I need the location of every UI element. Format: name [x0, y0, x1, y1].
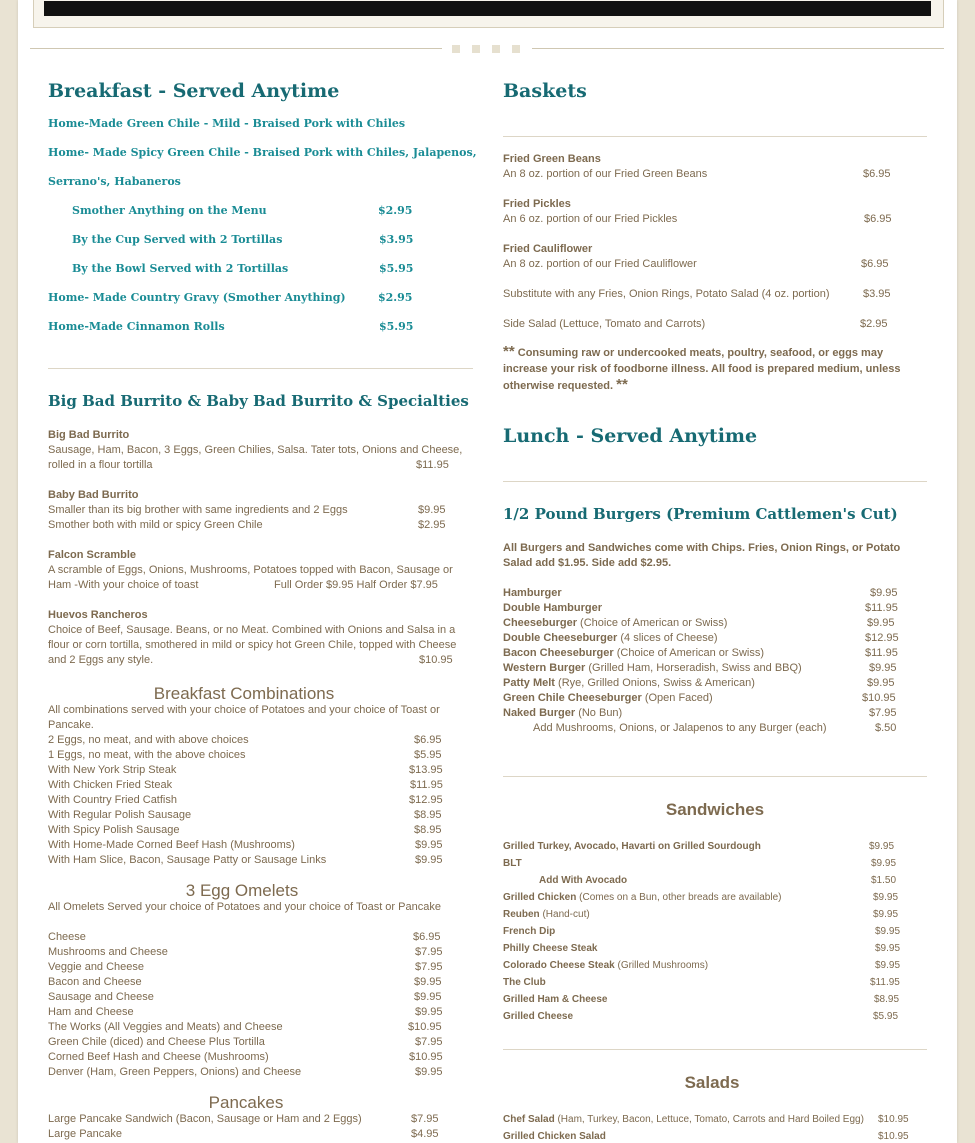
omelet-item-price: $6.95: [413, 931, 441, 943]
omelet-item-price: $9.95: [414, 976, 442, 988]
cup-label: By the Cup Served with 2 Tortillas: [72, 233, 283, 246]
sandwich-item-name: Philly Cheese Steak: [503, 943, 598, 954]
divider-dot: [512, 45, 520, 53]
sandwich-item-name: Grilled Turkey, Avocado, Havarti on Grilled Sourdough: [503, 841, 761, 852]
sandwich-item-price: $8.95: [874, 994, 900, 1005]
combos-intro: All combinations served with your choice of Potatoes and your choice of Toast or: [48, 704, 440, 716]
falcon-desc: A scramble of Eggs, Onions, Mushrooms, Potatoes topped with Bacon, Sausage or: [48, 564, 453, 576]
sandwich-item-price: $9.95: [873, 892, 899, 903]
omelet-item-name: Veggie and Cheese: [48, 961, 145, 973]
divider-right: [532, 48, 944, 49]
burger-item-note: (Open Faced): [641, 692, 713, 704]
combo-item-price: $5.95: [414, 749, 442, 761]
omelet-item-price: $7.95: [415, 961, 443, 973]
burger-item-price: $12.95: [865, 632, 899, 644]
burger-item: [503, 676, 755, 691]
burger-addon-label: Add Mushrooms, Onions, or Jalapenos to any Burger (each): [533, 722, 827, 734]
side-salad-label: Side Salad (Lettuce, Tomato and Carrots): [503, 318, 706, 330]
salad-item: [503, 1129, 606, 1143]
burger-item-price: $9.95: [870, 587, 898, 599]
sandwich-item: [503, 856, 522, 871]
smother-price: $2.95: [378, 204, 413, 217]
breakfast-title: Breakfast - Served Anytime: [48, 80, 340, 102]
baby-burrito-desc: Smaller than its big brother with same ingredients and 2 Eggs: [48, 504, 348, 516]
omelet-item-name: The Works (All Veggies and Meats) and Cheese: [48, 1021, 283, 1033]
combo-item-name: With Country Fried Catfish: [48, 794, 177, 806]
burger-item-note: (Choice of American or Swiss): [613, 647, 765, 659]
burger-item-name: Bacon Cheeseburger: [503, 647, 614, 659]
burger-item-name: Double Hamburger: [503, 602, 603, 614]
huevos-desc: and 2 Eggs any style.: [48, 654, 154, 666]
divider-dot: [492, 45, 500, 53]
burger-item: [503, 601, 602, 616]
omelets-intro: All Omelets Served your choice of Potatoes and your choice of Toast or Pancake: [48, 901, 441, 913]
burger-item: [503, 631, 718, 646]
sandwich-item-price: $9.95: [875, 943, 901, 954]
burgers-intro: All Burgers and Sandwiches come with Chips. Fries, Onion Rings, or Potato Salad add $1.95. Side add $2.95.: [503, 542, 901, 569]
pancake-item-price: $4.95: [411, 1128, 439, 1140]
burger-addon-price: $.50: [875, 722, 897, 734]
huevos-desc: flour or corn tortilla, smothered in mild or spicy hot Green Chile, topped with Cheese: [48, 639, 457, 651]
sandwich-item: [503, 839, 761, 854]
sandwich-item-name: French Dip: [503, 926, 556, 937]
falcon-desc: Ham -With your choice of toast: [48, 579, 199, 591]
big-burrito-desc: Sausage, Ham, Bacon, 3 Eggs, Green Chilies, Salsa. Tater tots, Onions and Cheese,: [48, 444, 463, 456]
sandwich-item: [503, 924, 555, 939]
combo-item-price: $13.95: [409, 764, 443, 776]
sandwich-item: [503, 975, 546, 990]
burger-item-name: Green Chile Cheeseburger: [503, 692, 642, 704]
salad-item: [503, 1112, 864, 1127]
divider-left: [30, 48, 442, 49]
omelet-item-name: Corned Beef Hash and Cheese (Mushrooms): [48, 1051, 269, 1063]
burger-item-price: $9.95: [867, 677, 895, 689]
basket-item-desc: An 8 oz. portion of our Fried Green Beans: [503, 168, 708, 180]
sandwich-item-price: $9.95: [875, 926, 901, 937]
huevos-price: $10.95: [419, 654, 453, 666]
omelet-item-price: $9.95: [415, 1006, 443, 1018]
divider-dot: [452, 45, 460, 53]
combo-item-name: With Ham Slice, Bacon, Sausage Patty or Sausage Links: [48, 854, 327, 866]
combo-item-price: $12.95: [409, 794, 443, 806]
burger-item: [503, 661, 802, 676]
burger-item-note: (4 slices of Cheese): [617, 632, 718, 644]
header-banner: [44, 1, 931, 16]
combo-item-name: With Home-Made Corned Beef Hash (Mushrooms): [48, 839, 295, 851]
sandwich-item: [503, 1009, 573, 1024]
rule: [48, 368, 473, 369]
divider-dot: [472, 45, 480, 53]
lunch-title: Lunch - Served Anytime: [503, 425, 758, 447]
sandwich-item-price: $9.95: [873, 909, 899, 920]
salad-item-note: (Ham, Turkey, Bacon, Lettuce, Tomato, Carrots and Hard Boiled Egg): [554, 1114, 864, 1125]
warning-stars: **: [503, 343, 515, 360]
sandwich-item-price: $11.95: [870, 977, 900, 988]
omelets-title: 3 Egg Omelets: [185, 881, 299, 900]
sandwich-item: [503, 907, 590, 922]
burger-item-note: (No Bun): [575, 707, 623, 719]
sandwich-item: [503, 958, 708, 973]
bowl-label: By the Bowl Served with 2 Tortillas: [72, 262, 289, 275]
sandwich-item-price: $5.95: [873, 1011, 899, 1022]
baby-burrito-smother-price: $2.95: [418, 519, 446, 531]
bowl-price: $5.95: [379, 262, 414, 275]
omelet-item-price: $9.95: [415, 1066, 443, 1078]
omelet-item-price: $10.95: [409, 1051, 443, 1063]
burger-item-price: $7.95: [869, 707, 897, 719]
basket-item-desc: An 6 oz. portion of our Fried Pickles: [503, 213, 678, 225]
burger-item-name: Cheeseburger: [503, 617, 577, 629]
header-frame: [33, 0, 944, 28]
food-safety-warning: [503, 344, 915, 394]
omelet-item-price: $10.95: [408, 1021, 442, 1033]
burger-item-price: $9.95: [869, 662, 897, 674]
gravy-price: $2.95: [378, 291, 413, 304]
combo-item-name: With Regular Polish Sausage: [48, 809, 192, 821]
burger-item-name: Hamburger: [503, 587, 562, 599]
combo-item-name: With New York Strip Steak: [48, 764, 177, 776]
burger-item-name: Naked Burger: [503, 707, 576, 719]
sandwich-item: [503, 890, 781, 905]
big-burrito-name: Big Bad Burrito: [48, 429, 130, 441]
salad-item-price: $10.95: [878, 1131, 909, 1142]
omelet-item-name: Denver (Ham, Green Peppers, Onions) and Cheese: [48, 1066, 302, 1078]
sandwich-item: [503, 941, 598, 956]
burger-item-name: Western Burger: [503, 662, 586, 674]
gravy-label: Home- Made Country Gravy (Smother Anything): [48, 291, 346, 304]
cup-price: $3.95: [379, 233, 414, 246]
omelet-item-price: $7.95: [415, 1036, 443, 1048]
salad-item-name: Chef Salad: [503, 1114, 555, 1125]
pancake-item-name: Large Pancake: [48, 1128, 122, 1140]
smother-label: Smother Anything on the Menu: [72, 204, 267, 217]
baby-burrito-name: Baby Bad Burrito: [48, 489, 139, 501]
sandwich-item-name: Add With Avocado: [539, 875, 628, 886]
burger-item: [503, 586, 562, 601]
substitute-label: Substitute with any Fries, Onion Rings, Potato Salad (4 oz. portion): [503, 288, 830, 300]
omelet-item-price: $9.95: [414, 991, 442, 1003]
sandwich-item-note: (Comes on a Bun, other breads are available): [576, 892, 782, 903]
combo-item-name: With Spicy Polish Sausage: [48, 824, 180, 836]
burger-item-price: $9.95: [867, 617, 895, 629]
sandwich-item: [503, 992, 607, 1007]
sandwich-item-name: Reuben: [503, 909, 540, 920]
sandwich-item-note: (Grilled Mushrooms): [614, 960, 709, 971]
warning-text: Consuming raw or undercooked meats, poultry, seafood, or eggs may increase your risk of foodborne illness. All food is prepared medium, unless otherwise requested.: [503, 347, 901, 392]
omelet-item-name: Sausage and Cheese: [48, 991, 154, 1003]
omelet-item-name: Ham and Cheese: [48, 1006, 134, 1018]
burgers-title: 1/2 Pound Burgers (Premium Cattlemen's Cut): [503, 505, 898, 523]
omelet-item-name: Mushrooms and Cheese: [48, 946, 168, 958]
burger-item-note: (Rye, Grilled Onions, Swiss & American): [554, 677, 755, 689]
omelet-item-name: Cheese: [48, 931, 86, 943]
menu-page: [18, 0, 957, 1143]
baby-burrito-smother: Smother both with mild or spicy Green Chile: [48, 519, 263, 531]
sandwich-item-name: Grilled Cheese: [503, 1011, 574, 1022]
huevos-name: Huevos Rancheros: [48, 609, 148, 621]
big-burrito-price: $11.95: [416, 459, 449, 471]
burger-item-note: (Grilled Ham, Horseradish, Swiss and BBQ): [585, 662, 802, 674]
rule: [503, 481, 927, 482]
basket-item-name: Fried Green Beans: [503, 153, 601, 165]
pancakes-title: Pancakes: [208, 1093, 284, 1112]
burger-item-price: $11.95: [865, 602, 898, 614]
big-burrito-desc: rolled in a flour tortilla: [48, 459, 153, 471]
combo-item-name: 1 Eggs, no meat, with the above choices: [48, 749, 246, 761]
baby-burrito-price: $9.95: [418, 504, 446, 516]
burger-item: [503, 706, 622, 721]
sandwich-item-price: $9.95: [875, 960, 901, 971]
rule: [503, 776, 927, 777]
burrito-title: Big Bad Burrito & Baby Bad Burrito & Specialties: [48, 392, 469, 410]
rolls-label: Home-Made Cinnamon Rolls: [48, 320, 225, 333]
burger-item: [503, 691, 713, 706]
green-chile-spicy: Home- Made Spicy Green Chile - Braised Pork with Chiles, Jalapenos,: [48, 146, 477, 159]
green-chile-mild: Home-Made Green Chile - Mild - Braised Pork with Chiles: [48, 117, 406, 130]
burger-item-price: $11.95: [865, 647, 898, 659]
side-salad-price: $2.95: [860, 318, 888, 330]
rolls-price: $5.95: [379, 320, 414, 333]
combo-item-price: $6.95: [414, 734, 442, 746]
burger-item-name: Patty Melt: [503, 677, 555, 689]
sandwich-item-name: Grilled Chicken: [503, 892, 577, 903]
omelet-item-price: $7.95: [415, 946, 443, 958]
sandwiches-title: Sandwiches: [665, 800, 765, 819]
burger-item: [503, 646, 764, 661]
burger-item-note: (Choice of American or Swiss): [576, 617, 728, 629]
sandwich-item-price: $9.95: [869, 841, 895, 852]
sandwich-item-price: $9.95: [871, 858, 897, 869]
falcon-price: Full Order $9.95 Half Order $7.95: [274, 579, 438, 591]
salads-title: Salads: [684, 1073, 740, 1092]
pancake-item-name: Large Pancake Sandwich (Bacon, Sausage or Ham and 2 Eggs): [48, 1113, 362, 1125]
sandwich-item: [539, 873, 627, 888]
combo-item-name: 2 Eggs, no meat, and with above choices: [48, 734, 249, 746]
rule: [503, 136, 927, 137]
salad-item-price: $10.95: [878, 1114, 909, 1125]
sandwich-item-price: $1.50: [871, 875, 897, 886]
basket-item-desc: An 8 oz. portion of our Fried Cauliflower: [503, 258, 697, 270]
combo-item-price: $8.95: [414, 824, 442, 836]
salad-item-name: Grilled Chicken Salad: [503, 1131, 606, 1142]
huevos-desc: Choice of Beef, Sausage. Beans, or no Meat. Combined with Onions and Salsa in a: [48, 624, 456, 636]
burger-item-name: Double Cheeseburger: [503, 632, 618, 644]
sandwich-item-name: Colorado Cheese Steak: [503, 960, 615, 971]
pancake-item-price: $7.95: [411, 1113, 439, 1125]
warning-stars: **: [616, 376, 628, 393]
burger-item-price: $10.95: [862, 692, 896, 704]
burger-item: [503, 616, 727, 631]
falcon-name: Falcon Scramble: [48, 549, 137, 561]
rule: [503, 1049, 927, 1050]
combo-item-price: $11.95: [410, 779, 443, 791]
omelet-item-name: Bacon and Cheese: [48, 976, 142, 988]
substitute-price: $3.95: [863, 288, 891, 300]
sandwich-item-name: The Club: [503, 977, 546, 988]
sandwich-item-note: (Hand-cut): [539, 909, 590, 920]
sandwich-item-name: Grilled Ham & Cheese: [503, 994, 608, 1005]
omelet-item-name: Green Chile (diced) and Cheese Plus Tortilla: [48, 1036, 265, 1048]
combos-intro: Pancake.: [48, 719, 94, 731]
combo-item-name: With Chicken Fried Steak: [48, 779, 173, 791]
combos-title: Breakfast Combinations: [153, 684, 335, 703]
baskets-title: Baskets: [503, 80, 587, 102]
combo-item-price: $9.95: [415, 854, 443, 866]
basket-item-price: $6.95: [864, 213, 892, 225]
green-chile-spicy-cont: Serrano's, Habaneros: [48, 175, 181, 188]
combo-item-price: $9.95: [415, 839, 443, 851]
basket-item-price: $6.95: [861, 258, 889, 270]
sandwich-item-name: BLT: [503, 858, 522, 869]
basket-item-name: Fried Cauliflower: [503, 243, 593, 255]
combo-item-price: $8.95: [414, 809, 442, 821]
basket-item-price: $6.95: [863, 168, 891, 180]
basket-item-name: Fried Pickles: [503, 198, 571, 210]
